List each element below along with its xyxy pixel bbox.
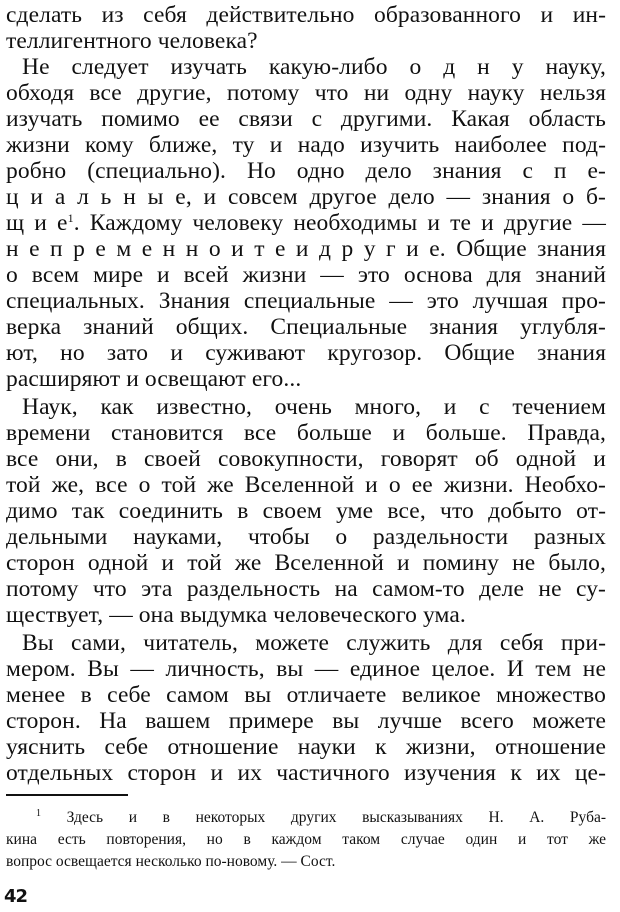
footnote-text: Здесь и в некоторых других высказываниях Н. А. Руба-: [66, 809, 606, 826]
body-line: верка знаний общих. Специальные знания углубля-: [6, 314, 606, 340]
footnote-line: вопрос освещается несколько по-новому. — Сост.: [6, 853, 336, 870]
body-line: Наук, как известно, очень много, и с течением: [22, 394, 606, 420]
body-line: все они, в своей совокупности, говорят об одной и: [6, 446, 606, 472]
body-line-start: щ и е: [6, 210, 68, 236]
footnote-line: кина есть повторения, но в каждом таком случае один и тот же: [6, 831, 606, 848]
body-line-with-footnote-ref: [6, 210, 606, 236]
body-line: дельными науками, чтобы о раздельности разных: [6, 524, 606, 550]
body-line: Вы сами, читатель, можете служить для себя при-: [22, 630, 606, 656]
body-line: робно (специально). Но одно дело знания с п е-: [6, 158, 606, 184]
body-line: ют, но зато и суживают кругозор. Общие знания: [6, 340, 606, 366]
body-line: времени становится все больше и больше. Правда,: [6, 420, 606, 446]
body-line: потому что эта раздельность на самом-то деле не су-: [6, 576, 606, 602]
body-line: уяснить себе отношение науки к жизни, отношение: [6, 734, 606, 760]
body-line: сторон. На вашем примере вы лучше всего можете: [6, 708, 606, 734]
footnote-marker: 1: [36, 808, 41, 819]
body-line: изучать помимо ее связи с другими. Какая область: [6, 106, 606, 132]
body-line: теллигентного человека?: [6, 28, 258, 54]
body-line: ществует, — она выдумка человеческого ума.: [6, 602, 466, 628]
body-line: обходя все другие, потому что ни одну науку нельзя: [6, 80, 606, 106]
page-number: 42: [4, 886, 28, 907]
body-line-end: . Каждому человеку необходимы и те и другие —: [73, 210, 606, 236]
body-line: димо так соединить в своем уме все, что добыто от-: [6, 498, 606, 524]
body-line: Не следует изучать какую-либо о д н у науку,: [22, 54, 606, 80]
footnote-line: [36, 808, 606, 827]
body-line: н е п р е м е н н о и т е и д р у г и е. Общие знания: [6, 236, 606, 262]
footnote-separator: [6, 794, 128, 796]
body-line: отдельных сторон и их частичного изучения к их це-: [6, 760, 606, 786]
body-line: о всем мире и всей жизни — это основа для знаний: [6, 262, 606, 288]
footnote-reference: 1: [67, 211, 74, 225]
body-line: сторон одной и той же Вселенной и помину не было,: [6, 550, 606, 576]
body-line: мером. Вы — личность, вы — единое целое. И тем не: [6, 656, 606, 682]
body-line: специальных. Знания специальные — это лучшая про-: [6, 288, 606, 314]
body-line: менее в себе самом вы отличаете великое множество: [6, 682, 606, 708]
body-line: сделать из себя действительно образованного и ин-: [6, 2, 606, 28]
body-line: расширяют и освещают его...: [6, 366, 302, 392]
body-line: ц и а л ь н ы е, и совсем другое дело — знания о б-: [6, 184, 606, 210]
body-line: жизни кому ближе, ту и надо изучить наиболее под-: [6, 132, 606, 158]
body-line: той же, все о той же Вселенной и о ее жизни. Необхо-: [6, 472, 606, 498]
